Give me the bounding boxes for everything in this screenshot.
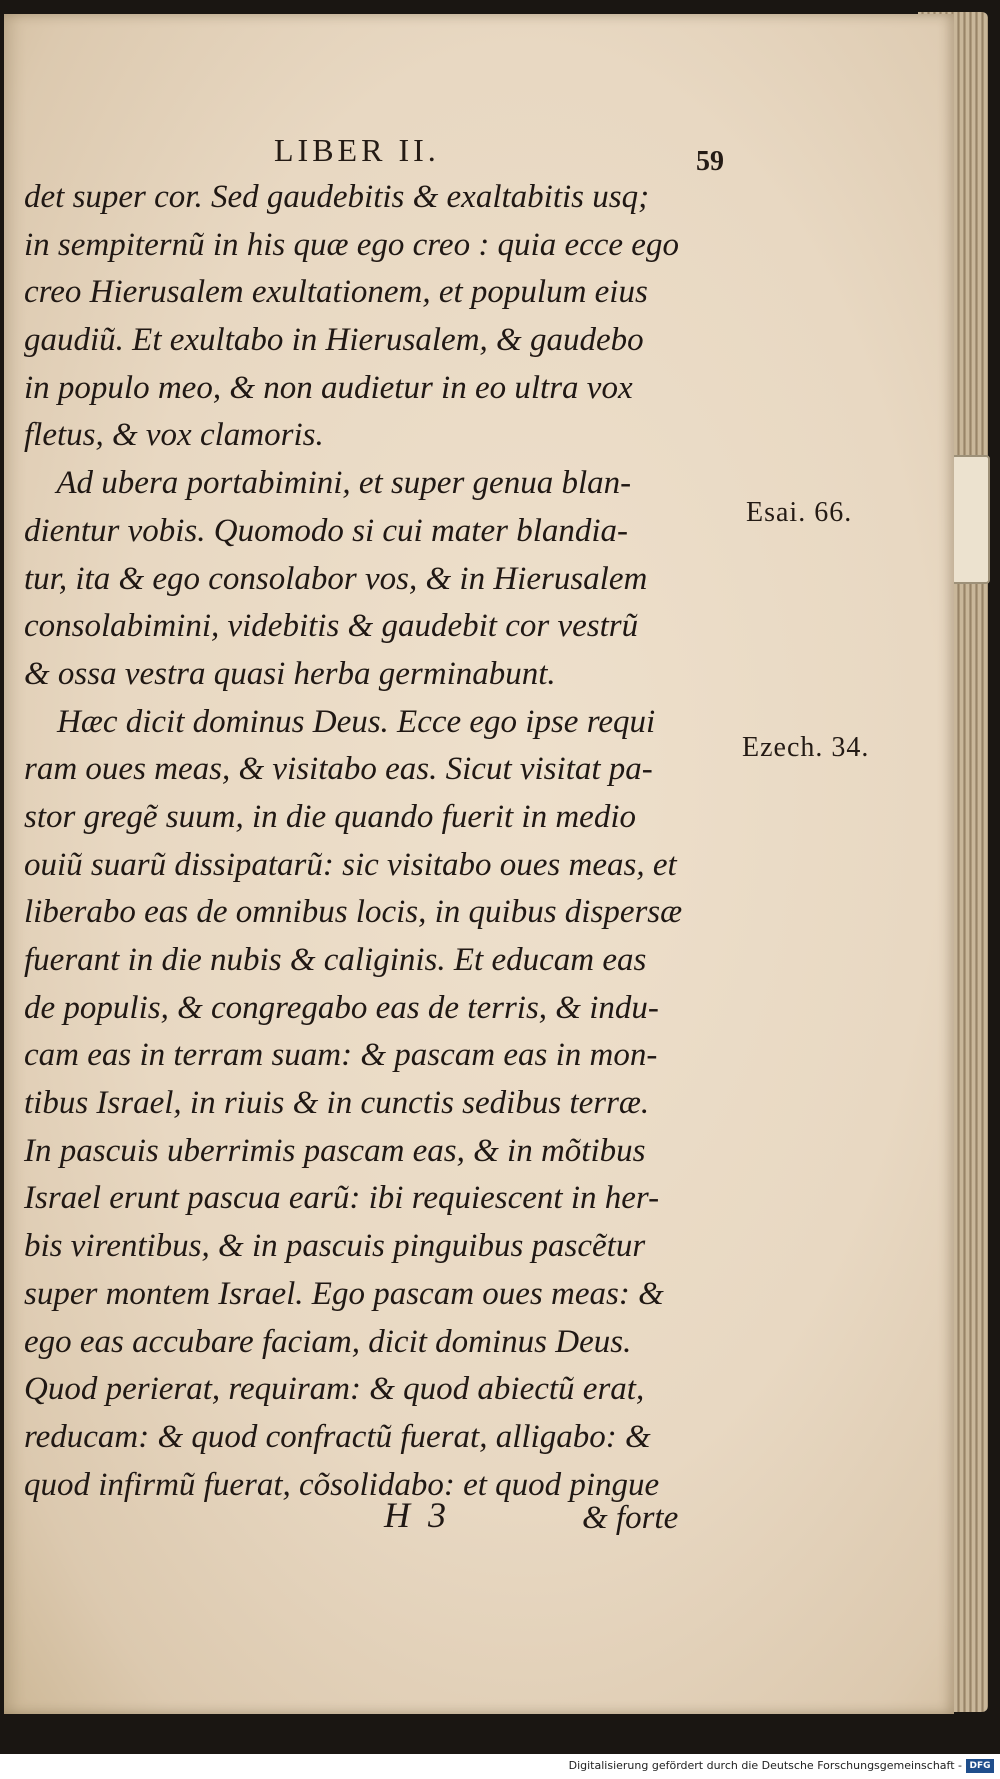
text-line: cam eas in terram suam: & pascam eas in mon- — [24, 1037, 658, 1074]
text-line: bis virentibus, & in pascuis pinguibus pascẽtur — [24, 1228, 646, 1265]
marginal-note-esai: Esai. 66. — [746, 497, 853, 528]
marginal-note-ezech: Ezech. 34. — [742, 732, 870, 763]
text-line: fletus, & vox clamoris. — [24, 417, 324, 454]
text-line: in sempiternũ in his quæ ego creo : quia ecce ego — [24, 226, 679, 263]
text-line: de populis, & congregabo eas de terris, & indu- — [24, 989, 659, 1026]
text-line: tur, ita & ego consolabor vos, & in Hierusalem — [24, 560, 648, 597]
text-line: Israel erunt pascua earũ: ibi requiescent in her- — [24, 1180, 660, 1217]
text-line: in populo meo, & non audietur in eo ultra vox — [24, 369, 633, 406]
catchword: & forte — [582, 1500, 679, 1536]
text-line: Ad ubera portabimini, et super genua blan- — [24, 465, 632, 502]
text-line: liberabo eas de omnibus locis, in quibus dispersæ — [24, 894, 683, 931]
running-head: LIBER II. — [274, 132, 440, 168]
text-line: ouiũ suarũ dissipatarũ: sic visitabo oues meas, et — [24, 846, 677, 883]
text-line: fuerant in die nubis & caliginis. Et educam eas — [24, 942, 647, 978]
text-line: Hæc dicit dominus Deus. Ecce ego ipse requi — [24, 703, 656, 740]
footer-credit: Digitalisierung gefördert durch die Deutsche Forschungsgemeinschaft - — [568, 1759, 962, 1772]
text-line: quod infirmũ fuerat, cõsolidabo: et quod pingue — [24, 1466, 660, 1503]
text-line: In pascuis uberrimis pascam eas, & in mõtibus — [24, 1132, 646, 1169]
text-line: det super cor. Sed gaudebitis & exaltabitis usq; — [24, 179, 650, 215]
dfg-logo: DFG — [966, 1759, 994, 1773]
digitization-footer — [0, 1754, 1000, 1779]
book-page — [4, 14, 954, 1714]
text-line: consolabimini, videbitis & gaudebit cor vestrũ — [24, 608, 639, 645]
body-text — [24, 174, 759, 1509]
text-line: Quod perierat, requiram: & quod abiectũ erat, — [24, 1371, 645, 1408]
text-line: super montem Israel. Ego pascam oues meas: & — [24, 1275, 664, 1312]
text-line: ego eas accubare faciam, dicit dominus Deus. — [24, 1323, 632, 1360]
text-line: ram oues meas, & visitabo eas. Sicut visitat pa- — [24, 751, 653, 788]
text-line: stor gregẽ suum, in die quando fuerit in medio — [24, 798, 636, 835]
text-line: tibus Israel, in riuis & in cunctis sedibus terræ. — [24, 1085, 650, 1122]
signature-mark: H 3 — [384, 1495, 446, 1535]
text-line: gaudiũ. Et exultabo in Hierusalem, & gaudebo — [24, 322, 644, 359]
page-number: 59 — [696, 146, 724, 177]
text-line: dientur vobis. Quomodo si cui mater blandia- — [24, 512, 629, 549]
text-line: & ossa vestra quasi herba germinabunt. — [24, 655, 556, 692]
text-line: creo Hierusalem exultationem, et populum eius — [24, 274, 648, 311]
text-line: reducam: & quod confractũ fuerat, alligabo: & — [24, 1418, 651, 1455]
